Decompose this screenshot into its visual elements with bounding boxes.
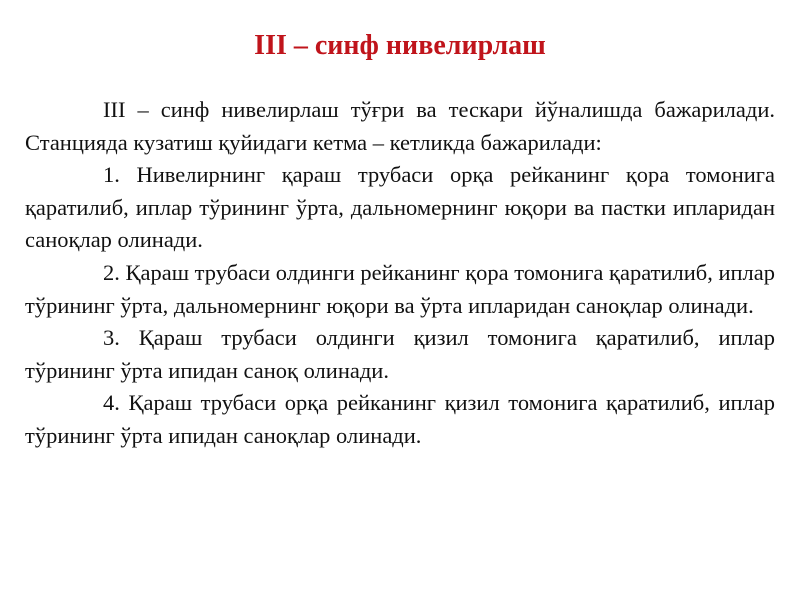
step-4-paragraph: 4. Қараш трубаси орқа рейканинг қизил томонига қаратилиб, иплар тўрининг ўрта ипидан саноқлар олинади. <box>25 390 775 448</box>
step-2-paragraph: 2. Қараш трубаси олдинги рейканинг қора томонига қаратилиб, иплар тўрининг ўрта, дальномернинг юқори ва ўрта ипларидан саноқлар олинади. <box>25 259 775 318</box>
slide-title: III – синф нивелирлаш <box>254 30 546 61</box>
intro-paragraph: III – синф нивелирлаш тўғри ва тескари йўналишда бажарилади. Станцияда кузатиш қуйидаги кетма – кетликда бажарилади: <box>25 97 775 155</box>
step-1-paragraph: 1. Нивелирнинг қараш трубаси орқа рейканинг қора томонига қаратилиб, иплар тўрининг ўрта, дальномернинг юқори ва пастки ипларидан саноқлар олинади. <box>25 162 775 253</box>
step-3-paragraph: 3. Қараш трубаси олдинги қизил томонига қаратилиб, иплар тўрининг ўрта ипидан саноқ олинади. <box>25 325 775 383</box>
slide-body <box>25 94 775 453</box>
